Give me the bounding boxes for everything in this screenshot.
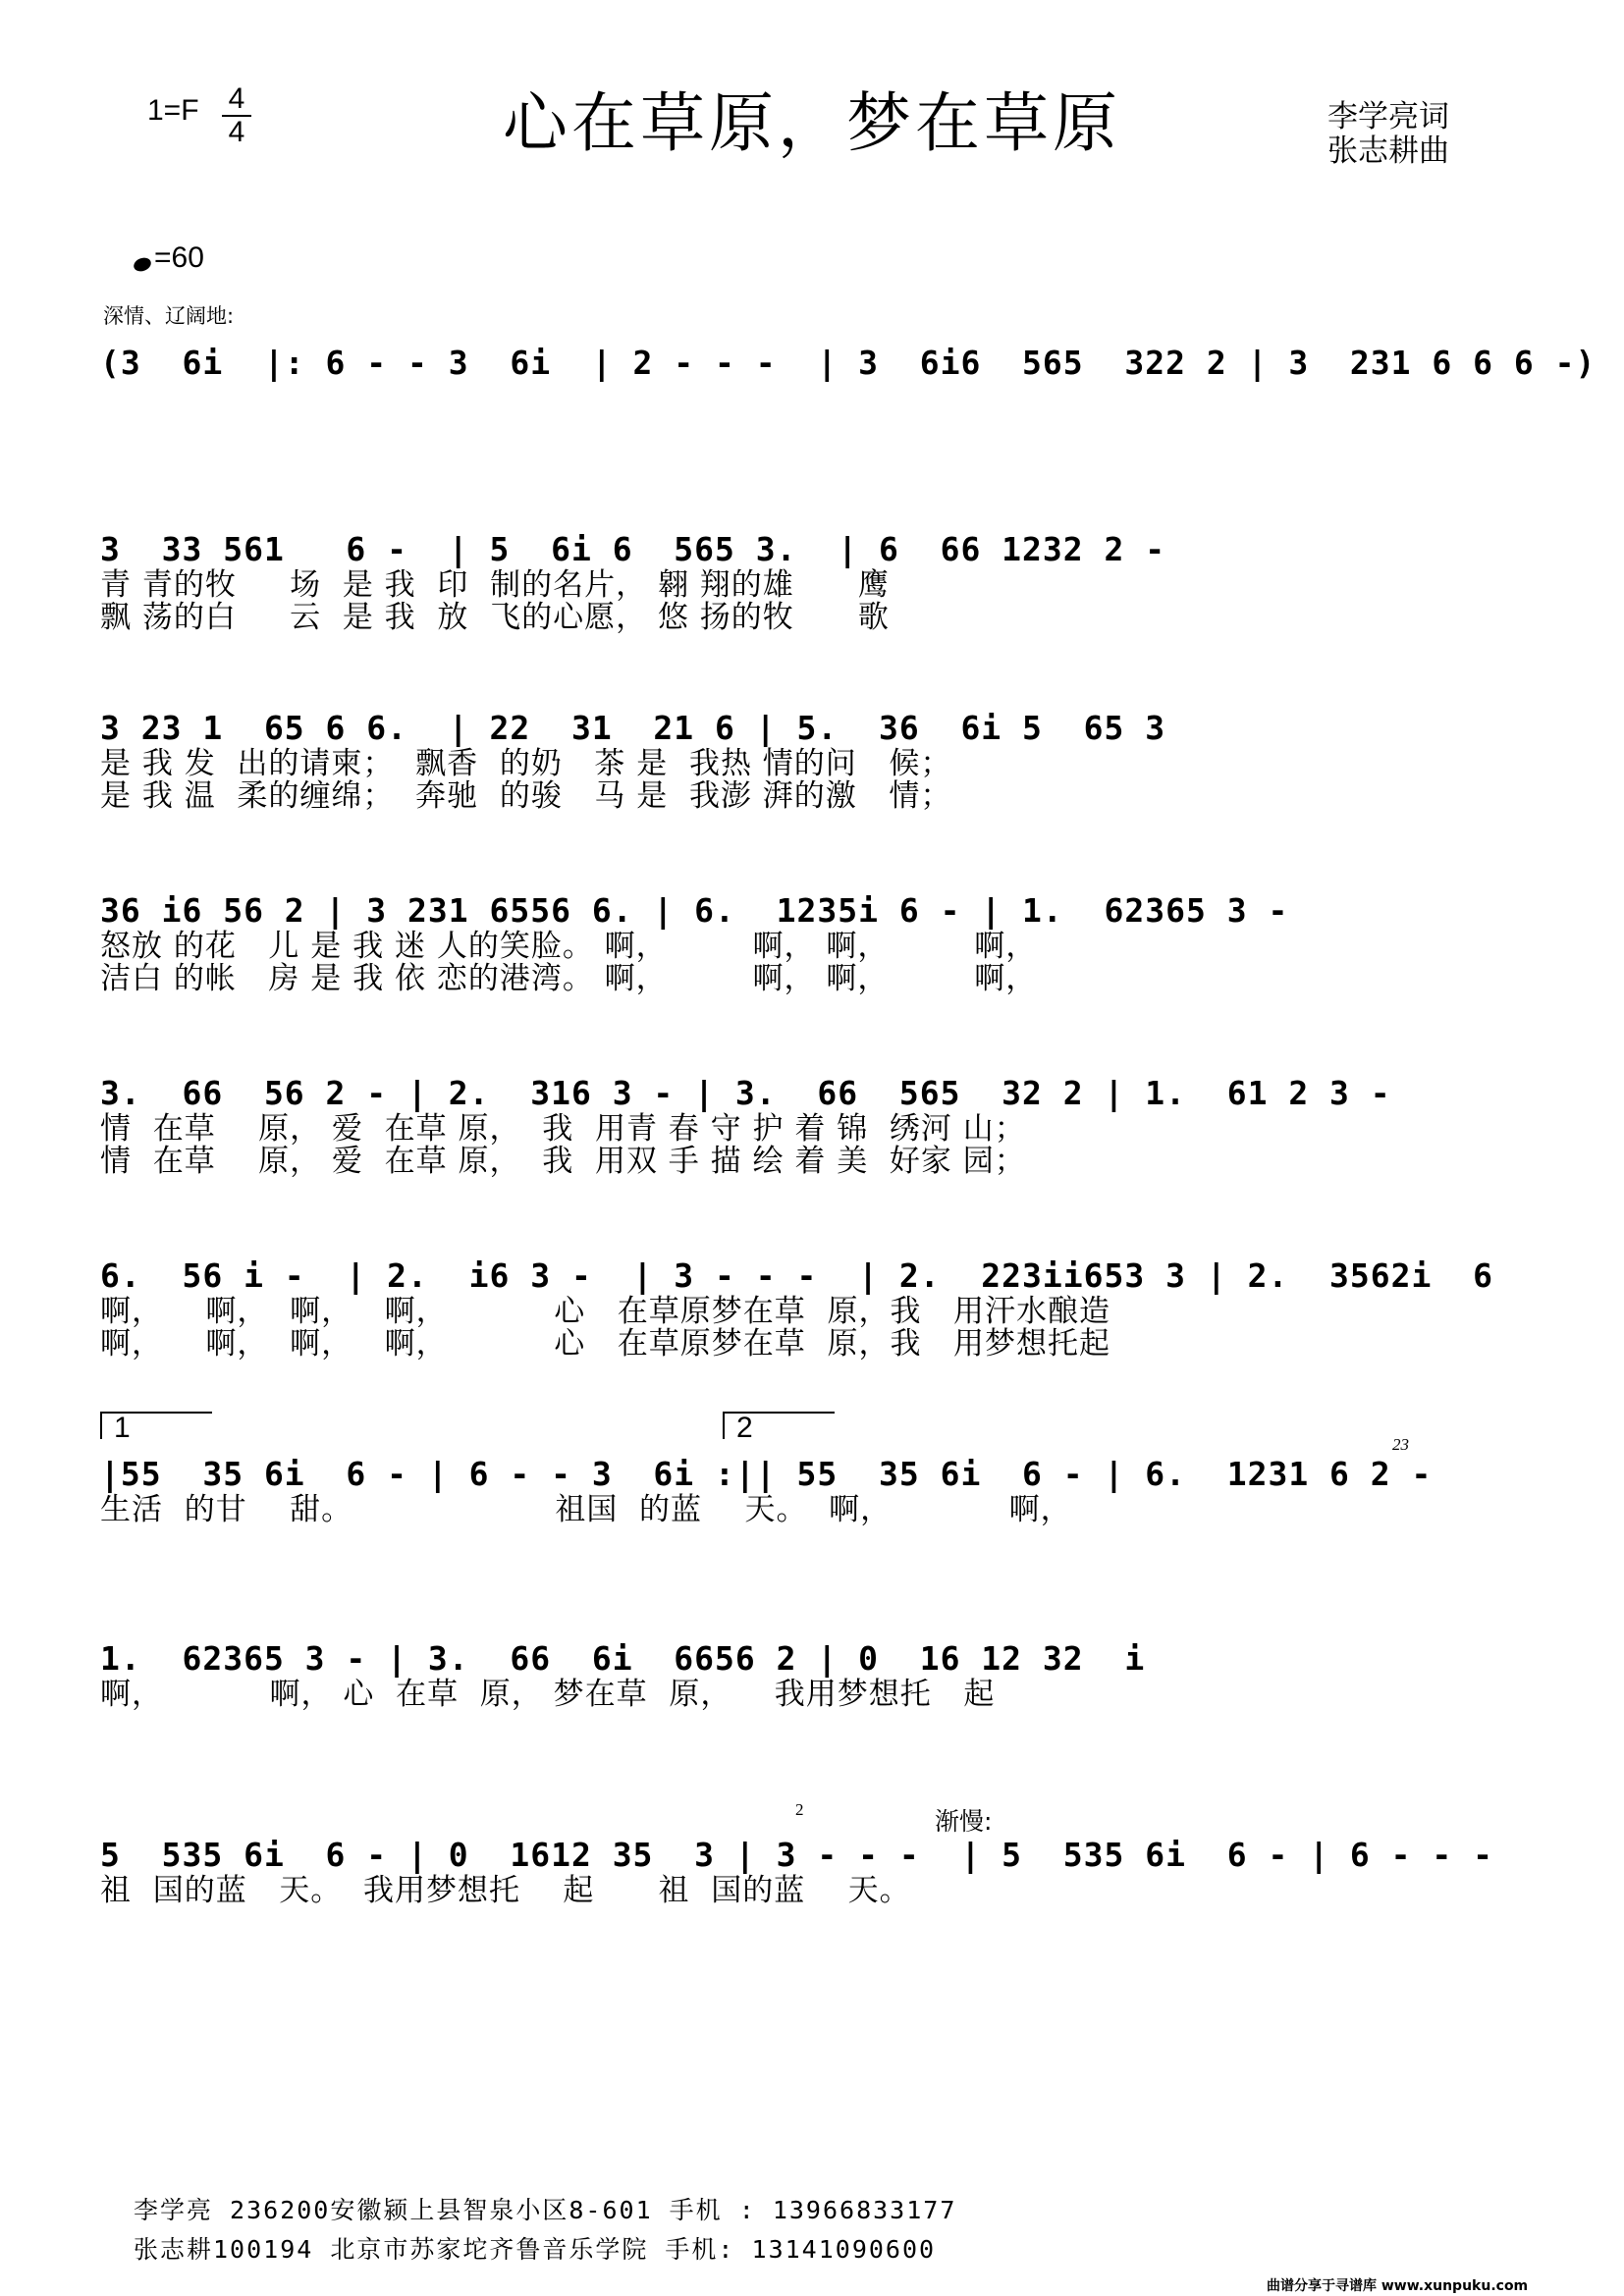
song-title: 心在草原，梦在草原: [503, 85, 1121, 161]
lyrics-verse-2: 情 在草 原， 爱 在草 原， 我 用双 手 描 绘 着 美 好家 园；: [100, 1144, 1026, 1179]
score-row-8: [100, 1639, 1524, 1711]
key-signature: 1=F: [147, 94, 199, 127]
time-signature-bottom: 4: [228, 116, 245, 148]
score-row-1: [100, 344, 1597, 383]
score-row-3: [100, 709, 1524, 813]
score-row-2: [100, 530, 1524, 634]
notation-line: 3. 66 56 2 - | 2. 316 3 - | 3. 66 565 32 2 | 1. 61 2 3 -: [100, 1074, 1391, 1112]
time-signature-top: 4: [228, 82, 245, 115]
lyrics-verse-2: 洁白 的帐 房 是 我 依 恋的港湾。 啊， 啊， 啊， 啊，: [100, 961, 1038, 996]
score-row-6: [100, 1256, 1524, 1361]
tempo-marking: [134, 241, 204, 275]
ritardando-marking: 渐慢:: [935, 1807, 993, 1836]
volta-2-label: 2: [736, 1412, 753, 1444]
notation-line: 5 535 6i 6 - | 0 1612 35 3 | 3 - - - | 5 535 6i 6 - | 6 - - -: [100, 1836, 1494, 1874]
notation-line: 6. 56 i - | 2. i6 3 - | 3 - - - | 2. 223ii653 3 | 2. 3562i 6: [100, 1256, 1494, 1295]
volta-bracket-1: [100, 1412, 212, 1444]
lyrics-verse-2: 是 我 温 柔的缠绵； 奔驰 的骏 马 是 我澎 湃的激 情；: [100, 778, 952, 814]
volta-bracket-2: [723, 1412, 835, 1444]
quarter-note-icon: [132, 255, 152, 273]
volta-1-label: 1: [114, 1412, 131, 1444]
composer: 张志耕曲: [1327, 133, 1449, 169]
score-row-4: [100, 891, 1524, 995]
contact-composer: 张志耕100194 北京市苏家坨齐鲁音乐学院 手机: 13141090600: [134, 2235, 937, 2264]
score-row-9: [100, 1836, 1524, 1907]
lyrics-verse-2: 飘 荡的白 云 是 我 放 飞的心愿， 悠 扬的牧 歌: [100, 600, 890, 635]
lyrics-verse-1: 青 青的牧 场 是 我 印 制的名片， 翱 翔的雄 鹰: [100, 567, 890, 603]
contact-lyricist: 李学亮 236200安徽颍上县智泉小区8-601 手机 : 13966833177: [134, 2196, 957, 2224]
notation-line: |55 35 6i 6 - | 6 - - 3 6i :|| 55 35 6i 6 - | 6. 1231 6 2 -: [100, 1455, 1433, 1493]
grace-note: 2: [795, 1800, 804, 1819]
lyrics-verse-1: 情 在草 原， 爱 在草 原， 我 用青 春 守 护 着 锦 绣河 山；: [100, 1111, 1026, 1147]
watermark: 曲谱分享于寻谱库 www.xunpuku.com: [1267, 2278, 1529, 2294]
credits: [1327, 100, 1449, 169]
lyrics-verse-1: 是 我 发 出的请柬； 飘香 的奶 茶 是 我热 情的问 候；: [100, 746, 952, 781]
score-row-7: [100, 1455, 1524, 1526]
notation-line: 3 23 1 65 6 6. | 22 31 21 6 | 5. 36 6i 5 65 3: [100, 709, 1166, 747]
notation-line: (3 6i |: 6 - - 3 6i | 2 - - - | 3 6i6 565 322 2 | 3 231 6 6 6 -): [100, 344, 1597, 382]
tempo-value: =60: [154, 241, 204, 274]
lyrics-verse-1: 啊， 啊， 心 在草 原， 梦在草 原， 我用梦想托 起: [100, 1677, 996, 1712]
score-row-5: [100, 1074, 1524, 1178]
notation-line: 1. 62365 3 - | 3. 66 6i 6656 2 | 0 16 12 32 i: [100, 1639, 1146, 1678]
lyrics-verse-1: 生活 的甘 甜。 祖国 的蓝 天。 啊， 啊，: [100, 1492, 1072, 1527]
lyrics-verse-2: 啊， 啊， 啊， 啊， 心 在草原梦在草 原，我 用梦想托起: [100, 1326, 1111, 1362]
notation-line: 36 i6 56 2 | 3 231 6556 6. | 6. 1235i 6 - | 1. 62365 3 -: [100, 891, 1289, 930]
grace-notes: 23: [1392, 1435, 1409, 1454]
notation-line: 3 33 561 6 - | 5 6i 6 565 3. | 6 66 1232 2 -: [100, 530, 1166, 568]
expression-marking: 深情、辽阔地:: [103, 304, 235, 328]
lyrics-verse-1: 祖 国的蓝 天。 我用梦想托 起 祖 国的蓝 天。: [100, 1873, 911, 1908]
lyricist: 李学亮词: [1327, 99, 1449, 134]
lyrics-verse-1: 啊， 啊， 啊， 啊， 心 在草原梦在草 原，我 用汗水酿造: [100, 1294, 1111, 1329]
lyrics-verse-1: 怒放 的花 儿 是 我 迷 人的笑脸。 啊， 啊， 啊， 啊，: [100, 929, 1038, 964]
